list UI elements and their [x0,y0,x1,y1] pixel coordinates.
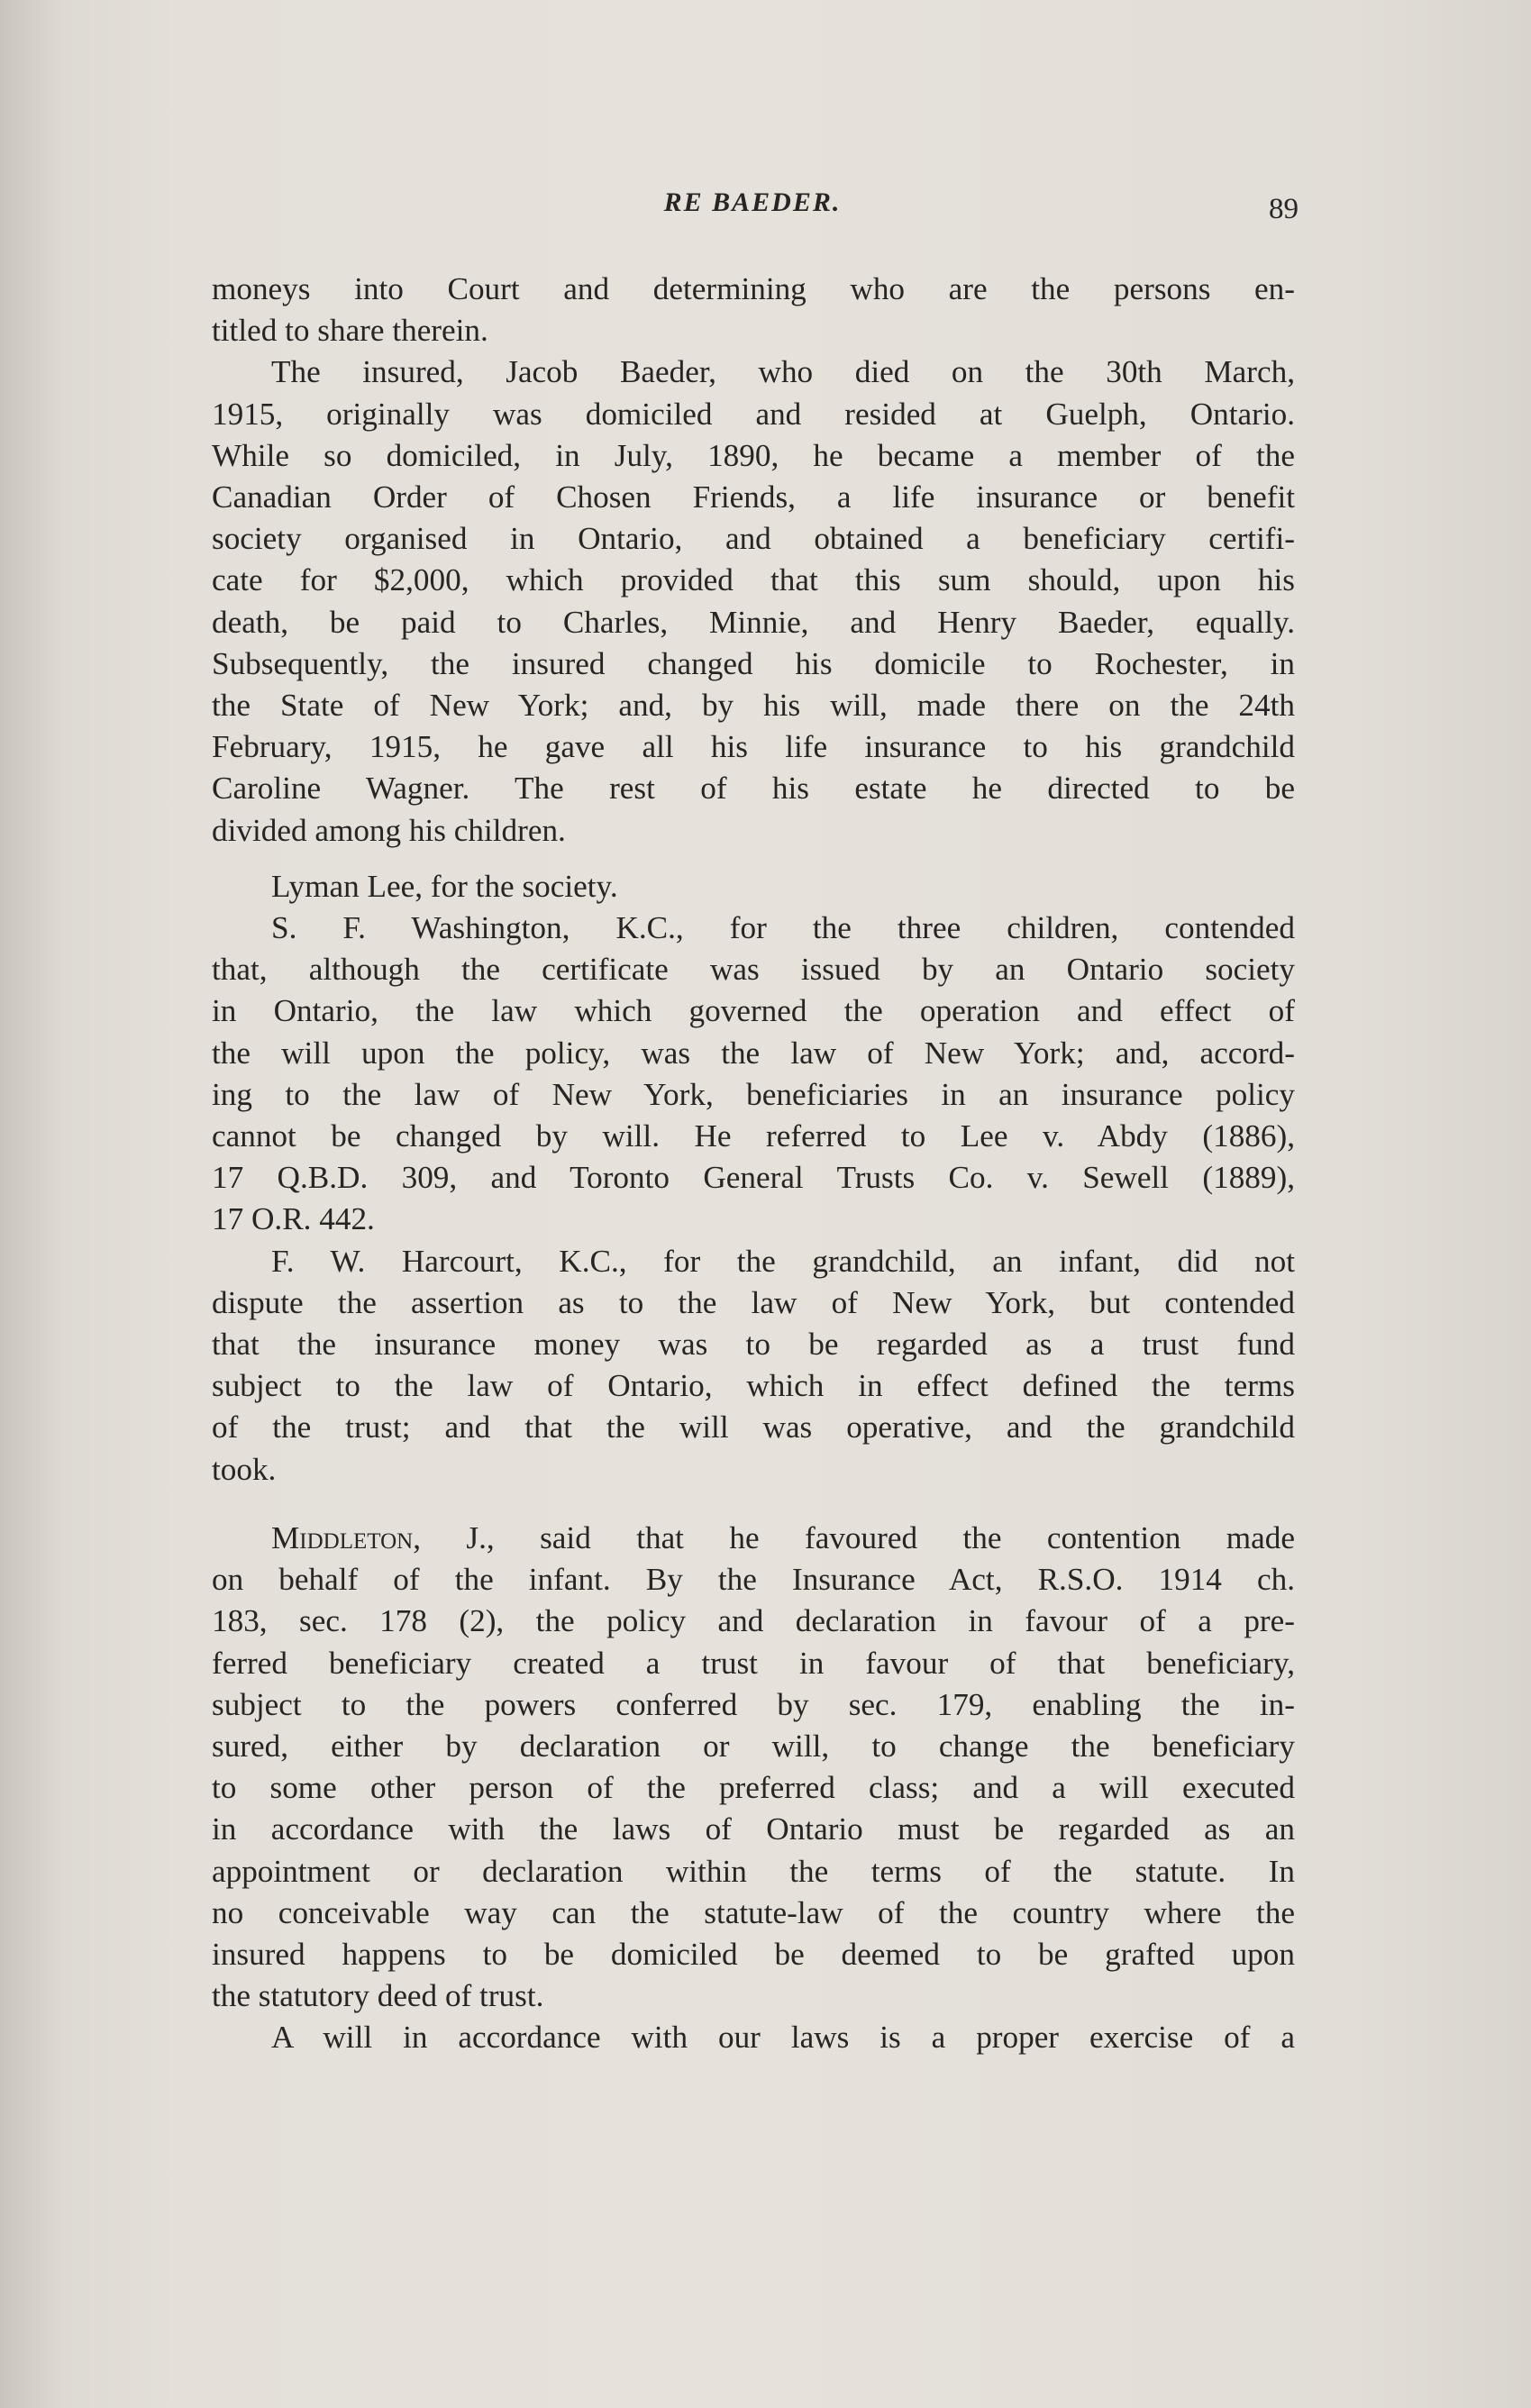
text-line: S. F. Washington, K.C., for the three children, contended [271,910,1295,946]
text-line: that the insurance money was to be regarded as a trust fund [212,1327,1295,1363]
paragraph [212,351,1295,851]
text-line: took. [212,1451,277,1487]
text-line: Lyman Lee, for the society. [271,868,618,904]
body-text [212,269,1295,2059]
text-line: no conceivable way can the statute-law of the country where the [212,1894,1295,1930]
text-line: the will upon the policy, was the law of New York; and, accord- [212,1035,1295,1071]
page-number: 89 [1269,193,1299,225]
text-line: Subsequently, the insured changed his domicile to Rochester, in [212,645,1295,681]
text-line: 17 O.R. 442. [212,1201,375,1237]
text-line: in accordance with the laws of Ontario must be regarded as an [212,1811,1295,1847]
text-line: dispute the assertion as to the law of New York, but contended [212,1284,1295,1320]
text-line: 17 Q.B.D. 309, and Toronto General Trusts Co. v. Sewell (1889), [212,1160,1295,1196]
text-line: to some other person of the preferred class; and a will executed [212,1770,1295,1806]
text-line: society organised in Ontario, and obtained a beneficiary certifi- [212,521,1295,557]
text-line: A will in accordance with our laws is a proper exercise of a [271,2020,1295,2056]
paragraph [212,2017,1295,2058]
text-line: subject to the law of Ontario, which in effect defined the terms [212,1368,1295,1404]
text-line: February, 1915, he gave all his life insurance to his grandchild [212,729,1295,765]
text-line: While so domiciled, in July, 1890, he became a member of the [212,437,1295,473]
judge-name: Middleton [271,1519,414,1555]
text-line: 183, sec. 178 (2), the policy and declaration in favour of a pre- [212,1603,1295,1639]
running-title: RE BAEDER. [663,187,842,217]
text-line: insured happens to be domiciled be deemed to be grafted upon [212,1936,1295,1972]
text-line: in Ontario, the law which governed the operation and effect of [212,993,1295,1029]
page-header [212,180,1299,234]
text-line: ing to the law of New York, beneficiaries in an insurance policy [212,1076,1295,1112]
text-line: subject to the powers conferred by sec. 179, enabling the in- [212,1686,1295,1722]
text-line: that, although the certificate was issued by an Ontario society [212,952,1295,988]
paragraph [212,269,1295,351]
text-line: sured, either by declaration or will, to change the beneficiary [212,1728,1295,1764]
text-line: divided among his children. [212,812,566,848]
text-line: death, be paid to Charles, Minnie, and Henry Baeder, equally. [212,604,1295,640]
paragraph [212,866,1295,908]
paragraph [212,908,1295,1241]
text-line: on behalf of the infant. By the Insurance Act, R.S.O. 1914 ch. [212,1562,1295,1598]
text-line: 1915, originally was domiciled and resided at Guelph, Ontario. [212,396,1295,432]
text-line: F. W. Harcourt, K.C., for the grandchild, an infant, did not [271,1243,1295,1279]
paragraph [212,1241,1295,1491]
text-line: the State of New York; and, by his will, made there on the 24th [212,688,1295,724]
text-span: , J., said that he favoured the contention made [413,1519,1295,1555]
paragraph [212,1518,1295,2017]
text-line: Canadian Order of Chosen Friends, a life insurance or benefit [212,479,1295,515]
text-line: moneys into Court and determining who are the persons en- [212,271,1295,306]
text-line: of the trust; and that the will was operative, and the grandchild [212,1409,1295,1446]
text-line: The insured, Jacob Baeder, who died on the 30th March, [271,354,1295,390]
text-line: appointment or declaration within the terms of the statute. In [212,1853,1295,1889]
text-line: ferred beneficiary created a trust in favour of that beneficiary, [212,1645,1295,1681]
text-line: titled to share therein. [212,313,488,349]
text-line: cate for $2,000, which provided that this sum should, upon his [212,562,1295,598]
text-line: Caroline Wagner. The rest of his estate he directed to be [212,771,1295,807]
text-line: cannot be changed by will. He referred to Lee v. Abdy (1886), [212,1118,1295,1154]
text-line [212,1518,1295,1559]
text-line: the statutory deed of trust. [212,1978,544,2014]
